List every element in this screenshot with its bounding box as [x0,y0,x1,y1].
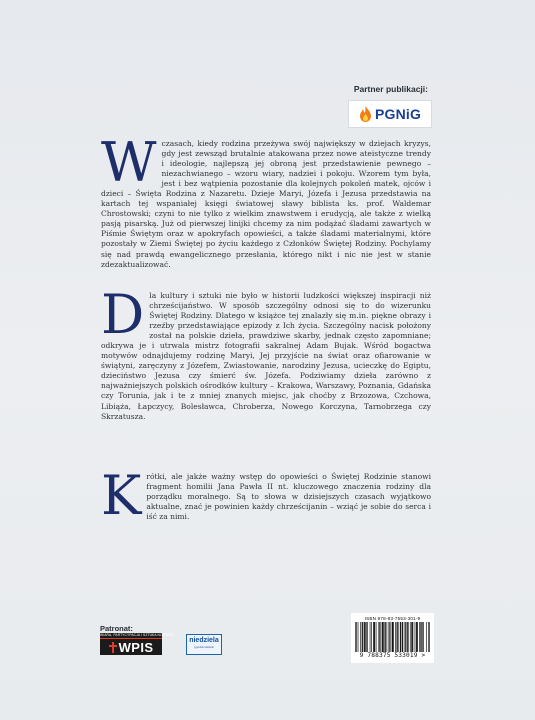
barcode-bar [390,622,391,652]
barcode-bars [355,622,430,652]
barcode-bar [403,622,404,652]
barcode-bar [389,622,390,652]
barcode-bar [366,622,367,652]
pgnig-logo [348,100,432,128]
barcode-bar [365,622,366,652]
barcode-bar [421,622,422,652]
barcode-bar [374,622,375,652]
barcode-bar [364,622,365,652]
dropcap: K [101,464,142,527]
barcode-bar [426,622,427,652]
pgnig-logo-text: PGNiG [374,106,422,122]
barcode-bar [398,622,399,652]
blurb-paragraph-3 [101,464,431,527]
isbn-number: ISBN 978-83-7553-301-9 [364,616,421,621]
paragraph-text: czasach, kiedy rodzina przeżywa swój największy w dziejach kryzys, gdy jest zewsząd brutalnie atakowana przez nowe ateistyczne trendy i ideologie, najlepszą jej obroną jest przedstawienie pewnego – niezachwianego – wzoru wiary, nadziei i pokoju. Wzorem tym była, jest i bez wątpienia pozostanie dla kolejnych pokoleń matek, ojców i dzieci – Święta Rodzina z Nazaretu. Dzieje Maryi, Józefa i Jezusa przedstawia na kartach tej wspaniałej księgi światowej sławy biblista ks. prof. Waldemar Chrostowski; czyni to nie tylko z wielkim znawstwem i erudycją, ale także z wielką pasją pisarską. Już od pierwszej linijki chcemy za nim podążać śladami zawartych w Piśmie Świętym oraz w apokryfach opowieści, a także śladami materialnymi, które pozostały w Ziemi Świętej po życiu każdego z Członków Świętej Rodziny. Pochylamy się nad prawdą ewangelicznego przesłania, którego nikt i nic nie jest w stanie zdezaktualizować. [101,139,431,269]
barcode-bar [413,622,414,652]
niedziela-logo [186,634,222,655]
barcode-bar [416,622,417,652]
barcode-bar [393,622,394,652]
dropcap: D [101,283,145,346]
paragraph-text: la kultury i sztuki nie było w historii ludzkości większej inspiracji niż chrześcijaństwo. W sposób szczególny odnosi się to do wizerunku Świętej Rodziny. Dlatego w książce tej znalazły się m.in. piękne obrazy i rzeźby przedstawiające epizody z Ich życia. Szczególny nacisk położony został na polskie dzieła, prawdziwe skarby, jednak często zapomniane; odkrywa je i utrwala mistrz fotografii sakralnej Adam Bujak. Wśród bogactwa motywów odnajdujemy rodzinę Maryi, Jej przyjście na świat oraz ofiarowanie w świątyni, zaręczyny z Józefem, Zwiastowanie, narodziny Jezusa, ucieczkę do Egiptu, dzieciństwo Jezusa czy śmierć św. Józefa. Podziwiamy dzieła zarówno z najważniejszych polskich ośrodków kultury – Krakowa, Warszawy, Poznania, Gdańska czy Torunia, jak i te z mniej znanych miejsc, jak choćby z Brzozowa, Czchowa, Libiąża, Łapczycy, Bolesławca, Chroberza, Nowego Korczyna, Tarnobrzega czy Skrzatusza. [101,291,431,421]
barcode-bar [420,622,421,652]
barcode-bar [415,622,416,652]
barcode-bar [429,622,430,652]
barcode-bar [428,622,429,652]
barcode-bar [358,622,359,652]
paragraph-text: rótki, ale jakże ważny wstęp do opowieści o Świętej Rodzinie stanowi fragment homilii Jana Pawła II nt. kluczowego znaczenia rodziny dla porządku moralnego. Są to słowa w dzisiejszych czasach wyjątkowo aktualne, znać je powinien każdy chrześcijanin – wziąć je sobie do serca i iść za nimi. [146,472,431,522]
barcode-bar [402,622,403,652]
barcode-bar [373,622,374,652]
barcode-bar [397,622,398,652]
niedziela-logo-text: niedziela [189,637,219,644]
blurb-paragraph-1 [101,131,431,270]
wpis-logo [100,633,175,655]
barcode-bar [417,622,418,652]
barcode-bar [395,622,396,652]
barcode-bar [400,622,401,652]
wpis-tagline: WIARA, PARTYCYPACJA I SZTUKA NOWOŚCI [100,633,175,637]
dropcap: W [101,131,157,194]
barcode-bar [360,622,361,652]
barcode-bar [386,622,387,652]
barcode-bar [401,622,402,652]
barcode-bar [417,622,418,652]
barcode-bar [362,622,363,652]
barcode-bar [393,622,394,652]
barcode-bar [392,622,393,652]
barcode-bar [407,622,408,652]
barcode-bar [422,622,423,652]
barcode-bar [355,622,356,652]
blurb-paragraph-2 [101,283,431,422]
barcode-bar [405,622,406,652]
barcode-bar [388,622,389,652]
barcode-bar [362,622,363,652]
flame-icon [359,106,372,122]
barcode-bar [382,622,383,652]
barcode-bar [376,622,377,652]
barcode-bar [397,622,398,652]
barcode-bar [410,622,411,652]
barcode-bar [408,622,409,652]
partner-label: Partner publikacji: [353,84,428,94]
barcode-bar [423,622,424,652]
barcode-bar [384,622,385,652]
barcode-bar [407,622,408,652]
barcode-bar [412,622,413,652]
barcode-bar [371,622,372,652]
barcode-bar [364,622,365,652]
barcode-bar [378,622,379,652]
barcode-bar [374,622,375,652]
barcode-bar [380,622,381,652]
barcode-bar [367,622,368,652]
barcode-bar [383,622,384,652]
barcode-bar [379,622,380,652]
barcode-bar [370,622,371,652]
wpis-logo-text: WPIS [118,639,154,655]
niedziela-subtitle: tygodnik katolicki [194,646,214,649]
barcode-digits: 9 788375 533019 > [359,652,426,659]
barcode-bar [405,622,406,652]
barcode-bar [411,622,412,652]
barcode-bar [382,622,383,652]
barcode-bar [385,622,386,652]
patronat-label: Patronat: [100,624,133,633]
barcode-bar [356,622,357,652]
isbn-barcode [351,613,434,663]
eagle-cross-icon [109,642,117,653]
barcode-bar [419,622,420,652]
